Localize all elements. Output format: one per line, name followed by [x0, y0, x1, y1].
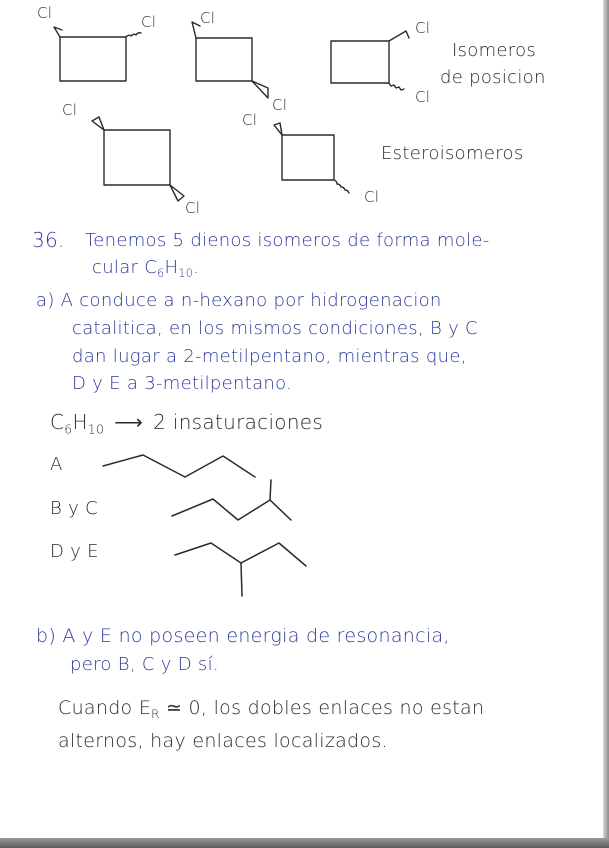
- structure-label-A: A: [50, 454, 63, 475]
- cl-label: Cl: [37, 4, 53, 22]
- cyclobutane-5: [282, 135, 334, 180]
- problem-number: 36.: [32, 228, 65, 252]
- skeleton-BC: [172, 499, 291, 520]
- cyclobutane-3: [331, 41, 389, 83]
- conclusion-line1: Cuando $E_R$ ≃ 0, los dobles enlaces no estan: [58, 697, 485, 722]
- page-bottom-shadow: [0, 838, 609, 848]
- cyclobutane-1: [60, 37, 126, 81]
- skeleton-A: [103, 455, 255, 477]
- cl-bond-1a: [54, 27, 62, 37]
- part-b-line2: pero B, C y D sí.: [70, 654, 219, 675]
- part-b-line1: b) A y E no poseen energia de resonancia,: [36, 625, 450, 647]
- cyclobutane-2: [196, 38, 252, 81]
- part-a-line4: D y E a 3-metilpentano.: [72, 373, 293, 394]
- note-isomeros: Isomeros: [452, 40, 537, 61]
- cl-label: Cl: [185, 199, 201, 217]
- cl-label: Cl: [141, 13, 157, 31]
- problem-statement-line1: Tenemos 5 dienos isomeros de forma mole-: [85, 230, 490, 251]
- cl-bond-4b: [170, 185, 184, 201]
- conclusion-line2: alternos, hay enlaces localizados.: [58, 730, 388, 752]
- cyclobutane-4: [104, 130, 170, 185]
- cl-label: Cl: [62, 101, 78, 119]
- note-esteroisomeros: Esteroisomeros: [381, 143, 524, 164]
- cl-label: Cl: [415, 19, 431, 37]
- cl-bond-2a: [192, 22, 200, 38]
- cl-label: Cl: [364, 188, 380, 206]
- cl-bond-5a: [274, 123, 282, 135]
- structure-label-DE: D y E: [50, 541, 99, 562]
- cl-bond-4a: [92, 117, 104, 130]
- page-edge-shadow: [603, 0, 609, 848]
- cl-wavy-bond-5b: [334, 180, 349, 193]
- part-a-line2: catalitica, en los mismos condiciones, B y C: [72, 318, 478, 339]
- cl-label: Cl: [415, 88, 431, 106]
- cl-label: Cl: [242, 111, 258, 129]
- skeleton-BC-methyl: [270, 480, 271, 500]
- cl-bond-3b: [389, 83, 404, 90]
- problem-statement-line2: cular $C_6H_{10}$.: [92, 257, 200, 280]
- cl-wavy-bond-1b: [126, 33, 141, 37]
- structure-label-BC: B y C: [50, 498, 98, 519]
- skeleton-DE-ethyl: [241, 563, 242, 596]
- part-a-line3: dan lugar a 2-metilpentano, mientras que,: [72, 346, 467, 367]
- formula-line: $C_6H_{10}$ ⟶ 2 insaturaciones: [50, 410, 324, 437]
- part-a-line1: a) A conduce a n-hexano por hidrogenacion: [36, 290, 442, 311]
- cl-label: Cl: [272, 96, 288, 114]
- note-de-posicion: de posicion: [440, 67, 546, 88]
- cl-label: Cl: [200, 9, 216, 27]
- cl-bond-2b: [252, 81, 268, 98]
- cl-bond-3a: [389, 31, 409, 41]
